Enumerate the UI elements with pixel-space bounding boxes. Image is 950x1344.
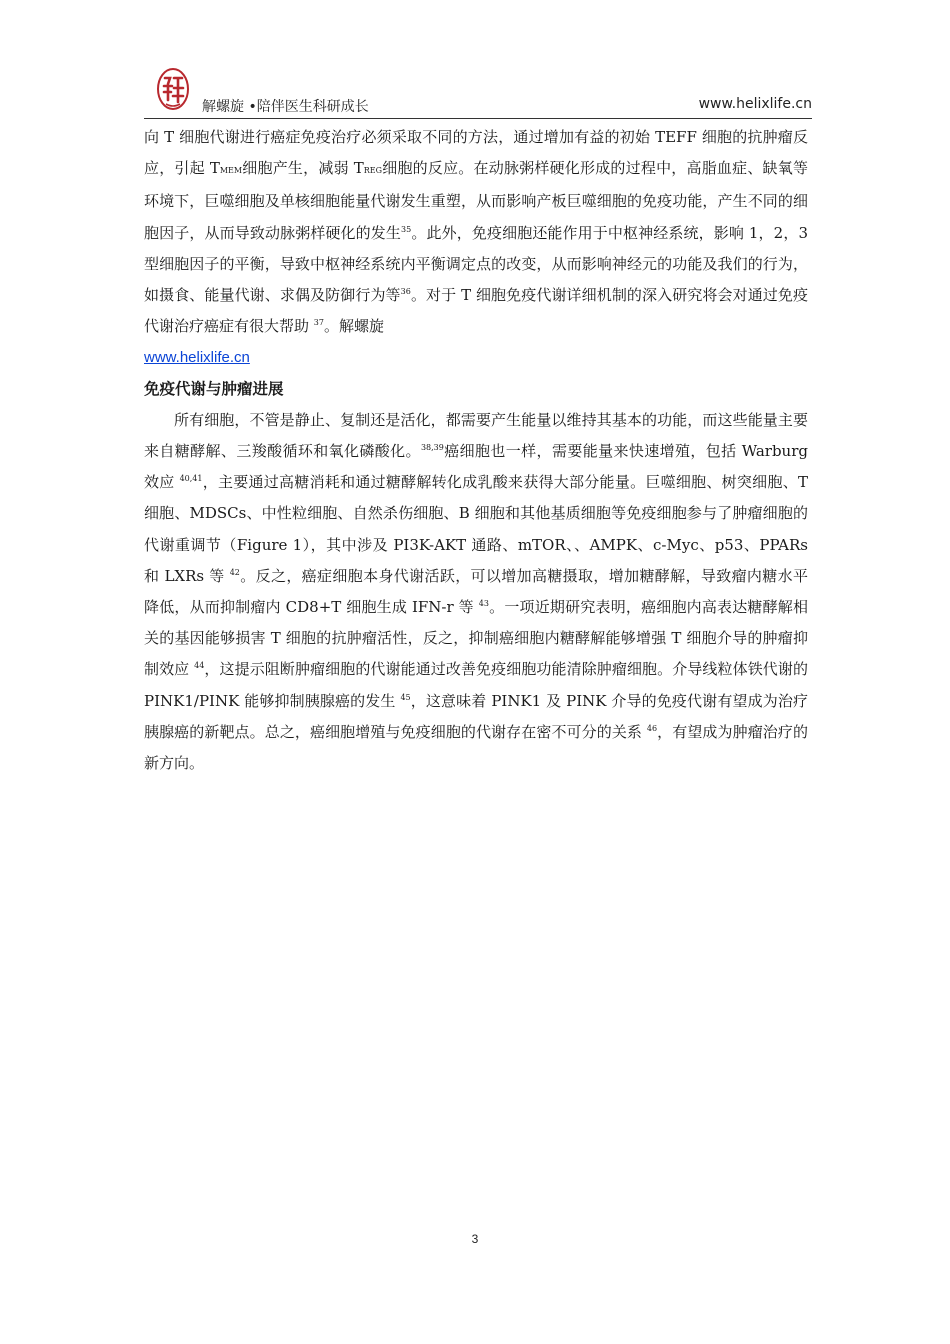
text-segment: ，有望成为肿瘤治疗的新方向。 (144, 722, 808, 773)
section-heading: 免疫代谢与肿瘤进展 (144, 379, 284, 398)
text-segment: 所有细胞，不管是静止、复制还是活化，都需要产生能量以维持其基本的功能，而这些能量主要来自糖酵解、三羧酸循环和氧化磷酸化。 (144, 410, 808, 461)
header-website: www.helixlife.cn (698, 96, 812, 112)
text-segment: 。此外，免疫细胞还能作用于中枢神经系统，影响 1，2，3 型细胞因子的平衡，导致中枢神经系统内平衡调定点的改变，从而影响神经元的功能及我们的行为，如摄食、能量代谢、求偶及防御行为等 (144, 223, 808, 305)
paragraph-t-cell-metabolism (144, 122, 808, 374)
text-segment: 细胞产生，减弱 T (242, 159, 364, 178)
citation-ref: 36 (400, 287, 411, 297)
citation-ref: 37 (313, 318, 324, 328)
text-segment: ，这提示阻断肿瘤细胞的代谢能通过改善免疫细胞功能清除肿瘤细胞。介导线粒体铁代谢的 PINK1/PINK 能够抑制胰腺癌的发生 (144, 660, 808, 710)
text-segment: 向 T 细胞代谢进行癌症免疫治疗必须采取不同的方法，通过增加有益的初始 TEFF 细胞的抗肿瘤反应，引起 T (144, 128, 808, 178)
citation-ref: 38,39 (420, 443, 444, 453)
paragraph-tumor-progression (144, 405, 808, 779)
text-segment: 癌细胞也一样，需要能量来快速增殖，包括 Warburg 效应 (144, 442, 808, 492)
citation-ref: 35 (401, 224, 412, 234)
helix-logo-icon (156, 66, 190, 112)
text-segment: ，这意味着 PINK1 及 PINK 介导的免疫代谢有望成为治疗胰腺癌的新靶点。总之，癌细胞增殖与免疫细胞的代谢存在密不可分的关系 (144, 691, 808, 741)
subscript-reg: REG (363, 166, 383, 176)
text-segment: 细胞的反应。在动脉粥样硬化形成的过程中，高脂血症、缺氧等环境下，巨噬细胞及单核细胞能量代谢发生重塑，从而影响产板巨噬细胞的免疫功能，产生不同的细胞因子，从而导致动脉粥样硬化的发生 (144, 159, 808, 242)
brand-slogan: 解螺旋 •陪伴医生科研成长 (202, 99, 369, 115)
text-segment: 。解螺旋 (323, 317, 384, 336)
text-segment: 。反之，癌症细胞本身代谢活跃，可以增加高糖摄取，增加糖酵解，导致瘤内糖水平降低，从而抑制瘤内 CD8+T 细胞生成 IFN-r 等 (144, 566, 808, 617)
text-segment: ，主要通过高糖消耗和通过糖酵解转化成乳酸来获得大部分能量。巨噬细胞、树突细胞、T 细胞、MDSCs、中性粒细胞、自然杀伤细胞、B 细胞和其他基质细胞等免疫细胞参与了肿瘤细胞的代谢重调节（Figure 1），其中涉及 PI3K-AKT 通路、mTOR、、AMPK、c-Myc、p53、PPARs 和 LXRs 等 (144, 473, 808, 585)
citation-ref: 43 (478, 599, 489, 609)
helixlife-link[interactable]: www.helixlife.cn (144, 349, 250, 367)
text-segment: 。对于 T 细胞免疫代谢详细机制的深入研究将会对通过免疫代谢治疗癌症有很大帮助 (144, 286, 808, 336)
document-body (144, 122, 808, 779)
page-header (144, 62, 812, 120)
citation-ref: 46 (646, 723, 658, 733)
citation-ref: 40,41 (179, 474, 203, 484)
citation-ref: 44 (194, 661, 205, 671)
subscript-mem: MEM (219, 166, 243, 176)
text-segment: 。一项近期研究表明，癌细胞内高表达糖酵解相关的基因能够损害 T 细胞的抗肿瘤活性，反之，抑制癌细胞内糖酵解能够增强 T 细胞介导的肿瘤抑制效应 (144, 598, 808, 679)
page-number: 3 (471, 1232, 479, 1246)
header-divider (144, 118, 812, 119)
citation-ref: 42 (229, 567, 240, 577)
citation-ref: 45 (400, 692, 411, 702)
